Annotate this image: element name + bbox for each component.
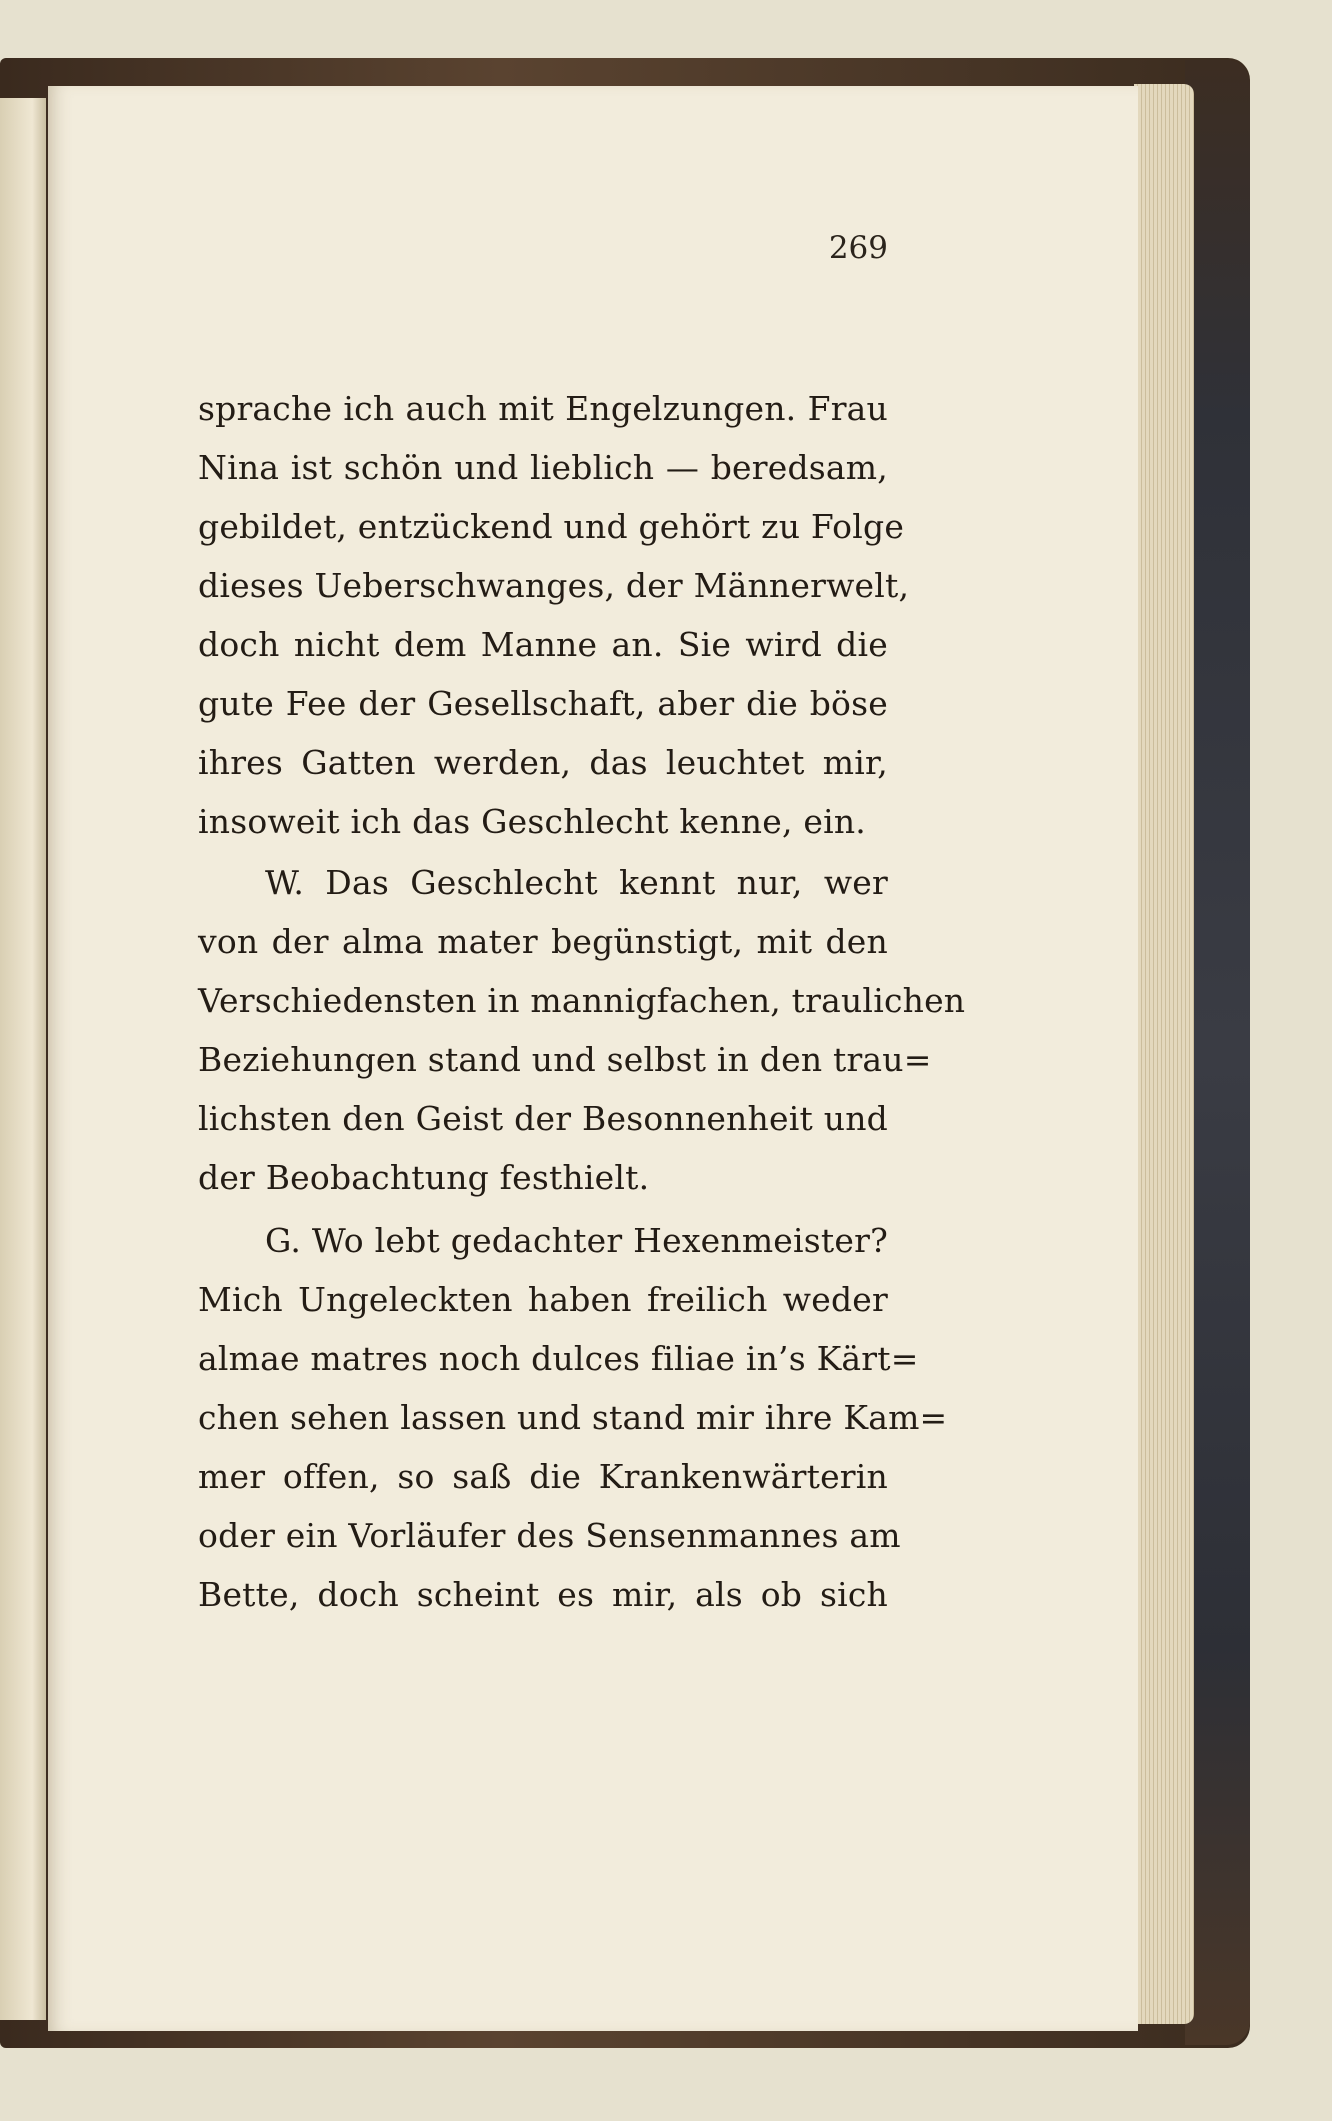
page-number: 269 xyxy=(828,230,888,266)
text-line: insoweit ich das Geschlecht kenne, ein. xyxy=(198,802,866,841)
text-line: ihres Gatten werden, das leuchtet mir, xyxy=(198,743,888,782)
text-line: doch nicht dem Manne an. Sie wird die xyxy=(198,625,888,664)
text-line: Beziehungen stand und selbst in den trau= xyxy=(198,1040,932,1079)
cover-edge xyxy=(1185,60,1250,2045)
text-line: dieses Ueberschwanges, der Männerwelt, xyxy=(198,566,910,605)
text-line: der Beobachtung festhielt. xyxy=(198,1158,650,1197)
page-block-edges xyxy=(1134,84,1194,2024)
text-line: von der alma mater begünstigt, mit den xyxy=(198,922,888,961)
text-line: Bette, doch scheint es mir, als ob sich xyxy=(198,1575,888,1614)
text-line: gebildet, entzückend und gehört zu Folge xyxy=(198,507,905,546)
text-line: W. Das Geschlecht kennt nur, wer xyxy=(265,863,888,902)
text-line: lichsten den Geist der Besonnenheit und xyxy=(198,1099,888,1138)
text-line: G. Wo lebt gedachter Hexenmeister? xyxy=(265,1221,888,1260)
text-line: chen sehen lassen und stand mir ihre Kam= xyxy=(198,1398,948,1437)
text-line: almae matres noch dulces filiae in’s Kärt= xyxy=(198,1339,919,1378)
facing-page-edge xyxy=(0,98,46,2020)
text-line: oder ein Vorläufer des Sensenmannes am xyxy=(198,1516,901,1555)
text-line: Mich Ungeleckten haben freilich weder xyxy=(198,1280,888,1319)
text-line: sprache ich auch mit Engelzungen. Frau xyxy=(198,389,888,428)
text-line: Verschiedensten in mannigfachen, traulichen xyxy=(198,981,966,1020)
text-line: mer offen, so saß die Krankenwärterin xyxy=(198,1457,888,1496)
text-line: gute Fee der Gesellschaft, aber die böse xyxy=(198,684,888,723)
text-line: Nina ist schön und lieblich — beredsam, xyxy=(198,448,888,487)
